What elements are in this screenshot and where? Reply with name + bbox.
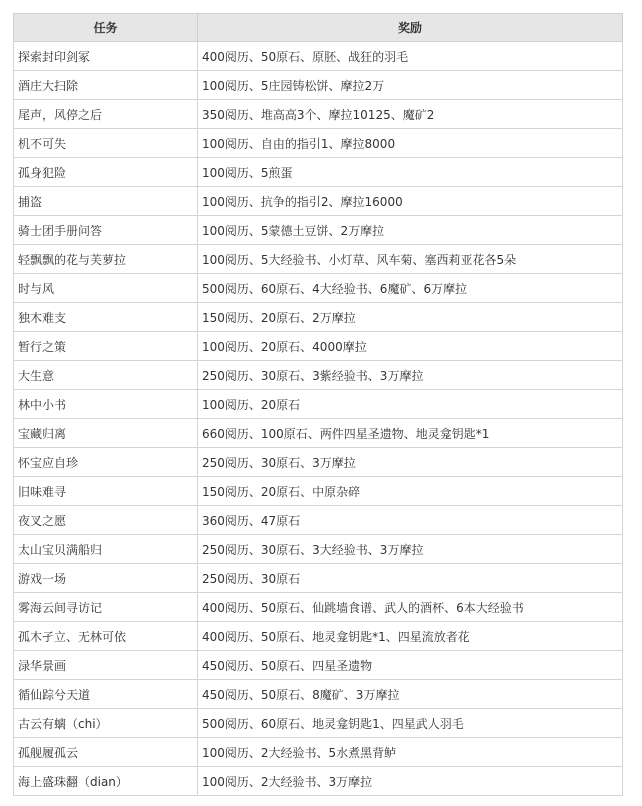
quest-reward: 100阅历、5蒙德土豆饼、2万摩拉 — [198, 216, 623, 245]
quest-reward: 450阅历、50原石、四星圣遗物 — [198, 651, 623, 680]
header-reward: 奖励 — [198, 14, 623, 42]
quest-name: 游戏一场 — [14, 564, 198, 593]
table-row — [14, 535, 623, 564]
table-row — [14, 187, 623, 216]
quest-name: 海上盛珠翻（dian） — [14, 767, 198, 796]
table-header-row — [14, 14, 623, 42]
table-row — [14, 419, 623, 448]
quest-name: 雾海云间寻访记 — [14, 593, 198, 622]
table-row — [14, 361, 623, 390]
quest-name: 太山宝贝满船归 — [14, 535, 198, 564]
quest-name: 捕盗 — [14, 187, 198, 216]
table-row — [14, 71, 623, 100]
quest-reward: 150阅历、20原石、2万摩拉 — [198, 303, 623, 332]
table-row — [14, 390, 623, 419]
quest-name: 孤木孑立、无林可依 — [14, 622, 198, 651]
table-row — [14, 100, 623, 129]
quest-reward: 400阅历、50原石、地灵龛钥匙*1、四星流放者花 — [198, 622, 623, 651]
quest-reward: 450阅历、50原石、8魔矿、3万摩拉 — [198, 680, 623, 709]
quest-reward: 250阅历、30原石、3万摩拉 — [198, 448, 623, 477]
quest-reward: 100阅历、20原石、4000摩拉 — [198, 332, 623, 361]
quest-name: 时与风 — [14, 274, 198, 303]
quest-reward: 500阅历、60原石、4大经验书、6魔矿、6万摩拉 — [198, 274, 623, 303]
table-row — [14, 767, 623, 796]
table-row — [14, 651, 623, 680]
quest-reward: 250阅历、30原石、3大经验书、3万摩拉 — [198, 535, 623, 564]
quest-name: 机不可失 — [14, 129, 198, 158]
quest-reward: 350阅历、堆高高3个、摩拉10125、魔矿2 — [198, 100, 623, 129]
quest-reward: 500阅历、60原石、地灵龛钥匙1、四星武人羽毛 — [198, 709, 623, 738]
quest-name: 酒庄大扫除 — [14, 71, 198, 100]
quest-name: 旧味难寻 — [14, 477, 198, 506]
table-row — [14, 593, 623, 622]
table-row — [14, 709, 623, 738]
quest-reward: 100阅历、5大经验书、小灯草、风车菊、塞西莉亚花各5朵 — [198, 245, 623, 274]
quest-reward: 100阅历、5庄园铸松饼、摩拉2万 — [198, 71, 623, 100]
table-row — [14, 129, 623, 158]
quest-name: 渌华景画 — [14, 651, 198, 680]
quest-name: 循仙踪兮天道 — [14, 680, 198, 709]
quest-reward: 250阅历、30原石 — [198, 564, 623, 593]
quest-reward: 400阅历、50原石、原胚、战狂的羽毛 — [198, 42, 623, 71]
table-row — [14, 245, 623, 274]
table-row — [14, 42, 623, 71]
table-row — [14, 216, 623, 245]
quest-reward: 100阅历、自由的指引1、摩拉8000 — [198, 129, 623, 158]
quest-reward: 400阅历、50原石、仙跳墙食谱、武人的酒杯、6本大经验书 — [198, 593, 623, 622]
table-row — [14, 506, 623, 535]
quest-reward: 100阅历、2大经验书、5水煮黑背鲈 — [198, 738, 623, 767]
quest-reward: 100阅历、20原石 — [198, 390, 623, 419]
quest-name: 古云有螭（chi） — [14, 709, 198, 738]
quest-reward: 150阅历、20原石、中原杂碎 — [198, 477, 623, 506]
table-row — [14, 564, 623, 593]
quest-name: 轻飘飘的花与芙萝拉 — [14, 245, 198, 274]
quest-name: 孤舰履孤云 — [14, 738, 198, 767]
quest-name: 夜叉之愿 — [14, 506, 198, 535]
table-row — [14, 274, 623, 303]
quest-name: 林中小书 — [14, 390, 198, 419]
quest-name: 怀宝应自珍 — [14, 448, 198, 477]
table-row — [14, 158, 623, 187]
table-row — [14, 622, 623, 651]
quest-name: 暂行之策 — [14, 332, 198, 361]
quest-name: 孤身犯险 — [14, 158, 198, 187]
quest-rewards-table-container — [13, 13, 622, 796]
quest-reward: 660阅历、100原石、两件四星圣遗物、地灵龛钥匙*1 — [198, 419, 623, 448]
table-row — [14, 738, 623, 767]
quest-reward: 100阅历、5煎蛋 — [198, 158, 623, 187]
quest-name: 独木难支 — [14, 303, 198, 332]
quest-rewards-table — [13, 13, 623, 796]
quest-reward: 250阅历、30原石、3紫经验书、3万摩拉 — [198, 361, 623, 390]
quest-name: 尾声，风停之后 — [14, 100, 198, 129]
quest-reward: 360阅历、47原石 — [198, 506, 623, 535]
quest-reward: 100阅历、2大经验书、3万摩拉 — [198, 767, 623, 796]
header-quest: 任务 — [14, 14, 198, 42]
table-row — [14, 477, 623, 506]
table-row — [14, 448, 623, 477]
table-row — [14, 303, 623, 332]
quest-name: 大生意 — [14, 361, 198, 390]
quest-name: 宝藏归离 — [14, 419, 198, 448]
table-row — [14, 332, 623, 361]
table-row — [14, 680, 623, 709]
quest-name: 骑士团手册问答 — [14, 216, 198, 245]
quest-name: 探索封印剑冢 — [14, 42, 198, 71]
quest-reward: 100阅历、抗争的指引2、摩拉16000 — [198, 187, 623, 216]
